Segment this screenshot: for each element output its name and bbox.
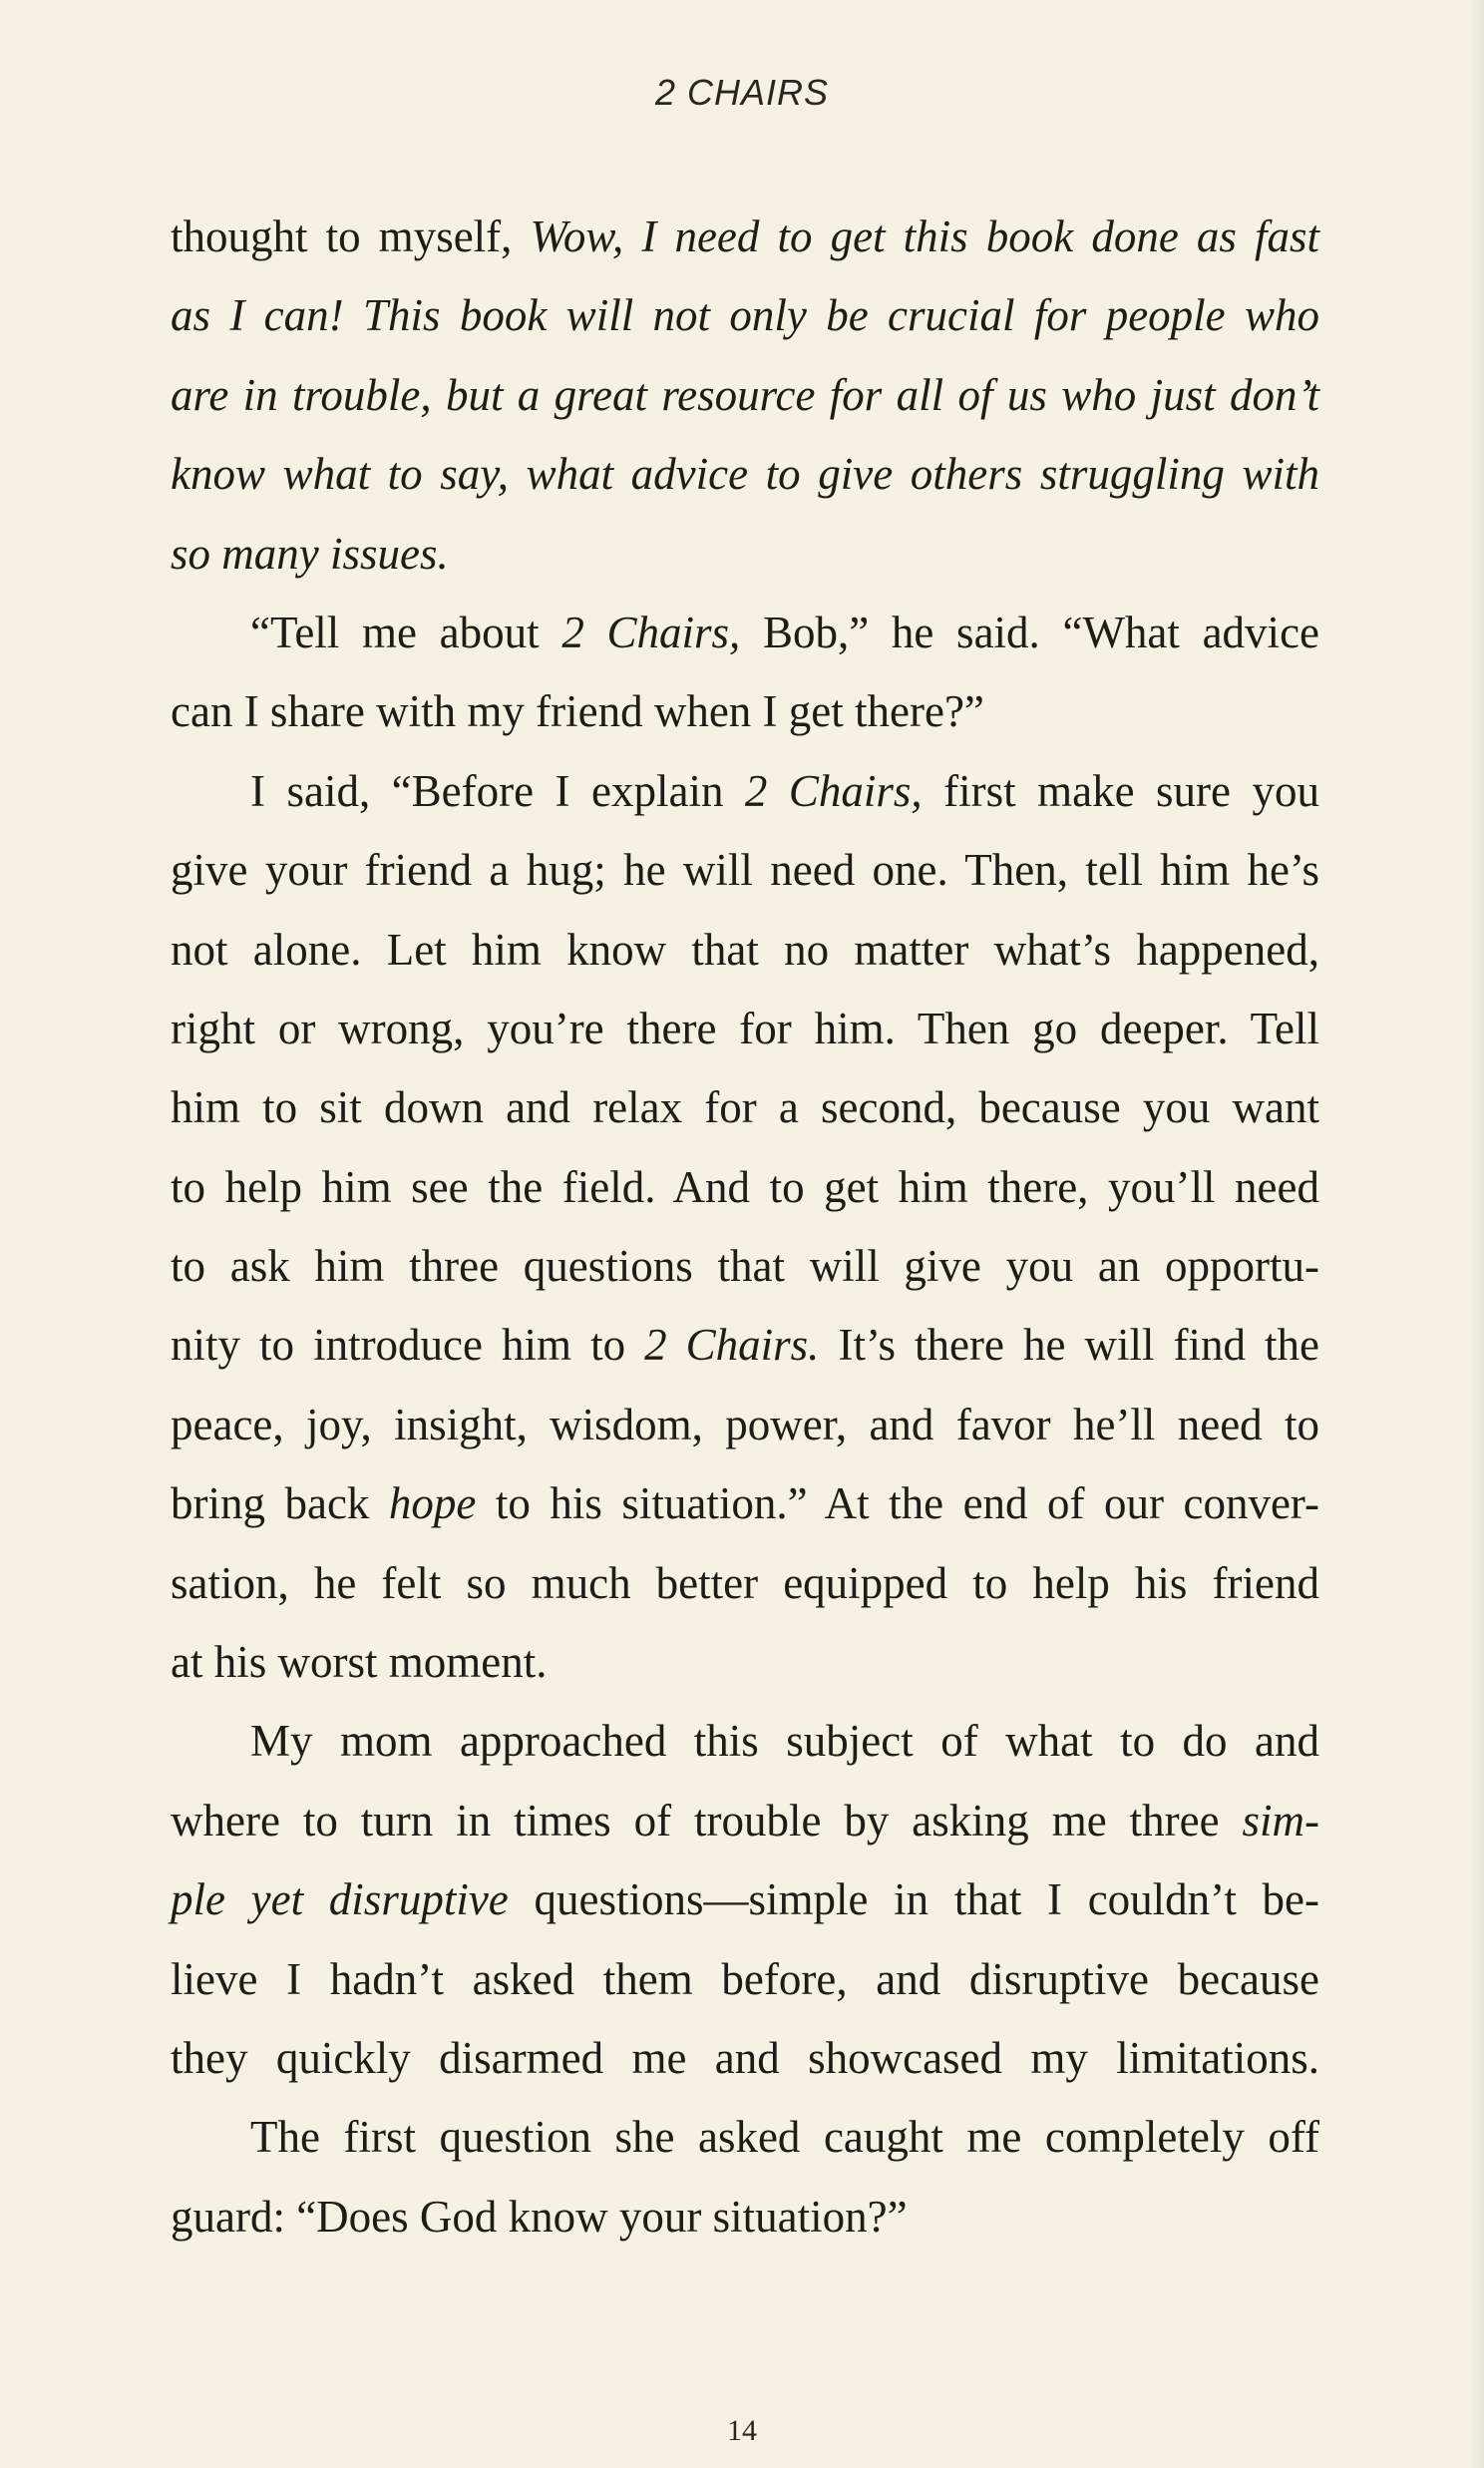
text-line <box>171 2098 1319 2177</box>
text-run: right or wrong, you’re there for him. Then go deeper. Tell <box>171 1003 1319 1053</box>
text-line <box>171 831 1319 910</box>
text-line <box>171 752 1319 831</box>
italic-text: ple yet disruptive <box>171 1874 509 1925</box>
text-line <box>171 435 1319 514</box>
text-run: sation, he felt so much better equipped to help his friend <box>171 1557 1319 1608</box>
text-run: guard: “Does God know your situation?” <box>171 2191 908 2242</box>
italic-text: as I can! This book will not only be crucial for people who <box>171 290 1319 341</box>
text-line <box>171 1782 1319 1860</box>
text-run: to his situation.” At the end of our conver- <box>476 1478 1319 1529</box>
text-line <box>171 672 1319 751</box>
text-line <box>171 1306 1319 1385</box>
text-line <box>171 1940 1319 2019</box>
running-head: 2 CHAIRS <box>654 72 830 113</box>
italic-text: hope <box>388 1478 477 1529</box>
text-run: lieve I hadn’t asked them before, and disruptive because <box>171 1953 1319 2004</box>
text-run: at his worst moment. <box>171 1637 548 1688</box>
text-run: “Tell me about <box>250 607 562 657</box>
text-run: give your friend a hug; he will need one. Then, tell him he’s <box>171 845 1319 896</box>
text-line <box>171 2178 1319 2257</box>
text-run: him to sit down and relax for a second, because you want <box>171 1082 1319 1133</box>
page-number: 14 <box>727 2414 757 2447</box>
text-run: I said, “Before I explain <box>250 765 745 816</box>
italic-text: 2 Chairs, <box>561 607 741 657</box>
text-run: questions—simple in that I couldn’t be- <box>508 1874 1319 1925</box>
text-run: The first question she asked caught me completely off <box>250 2112 1319 2163</box>
text-run: nity to introduce him to <box>171 1320 645 1371</box>
italic-text: know what to say, what advice to give others struggling with <box>171 449 1319 500</box>
body-text <box>171 198 1319 2257</box>
text-run: where to turn in times of trouble by asking me three <box>171 1795 1243 1846</box>
text-run: to help him see the field. And to get him there, you’ll need <box>171 1161 1319 1212</box>
text-line <box>171 1623 1319 1702</box>
italic-text: Wow, I need to get this book done as fast <box>530 211 1320 261</box>
text-run: Bob,” he said. “What advice <box>740 607 1320 657</box>
text-line <box>171 1702 1319 1781</box>
text-line <box>171 990 1319 1068</box>
text-run: first make sure you <box>922 765 1319 816</box>
page-edge-shadow <box>1470 0 1484 2468</box>
text-run: they quickly disarmed me and showcased my limitations. <box>171 2032 1319 2083</box>
text-run: peace, joy, insight, wisdom, power, and favor he’ll need to <box>171 1399 1319 1449</box>
text-line <box>171 276 1319 355</box>
text-line <box>171 356 1319 435</box>
text-run: can I share with my friend when I get there?” <box>171 686 984 737</box>
italic-text: 2 Chairs. <box>644 1320 820 1371</box>
text-run: bring back <box>171 1478 389 1529</box>
text-line <box>171 911 1319 990</box>
text-line <box>171 515 1319 594</box>
text-run: My mom approached this subject of what to do and <box>250 1716 1319 1767</box>
text-line <box>171 1227 1319 1306</box>
text-line <box>171 1386 1319 1464</box>
italic-text: are in trouble, but a great resource for all of us who just don’t <box>171 369 1319 420</box>
text-line <box>171 1068 1319 1147</box>
text-run: to ask him three questions that will give you an opportu- <box>171 1241 1319 1292</box>
text-line <box>171 594 1319 672</box>
text-line <box>171 1464 1319 1543</box>
text-line <box>171 1860 1319 1939</box>
text-run: It’s there he will find the <box>819 1320 1319 1371</box>
text-line <box>171 1544 1319 1623</box>
text-line <box>171 2019 1319 2098</box>
italic-text: so many issues. <box>171 528 449 579</box>
text-run: thought to myself, <box>171 211 531 261</box>
text-line <box>171 1148 1319 1227</box>
text-line <box>171 198 1319 276</box>
italic-text: sim- <box>1242 1795 1319 1846</box>
italic-text: 2 Chairs, <box>744 765 923 816</box>
text-run: not alone. Let him know that no matter what’s happened, <box>171 924 1319 975</box>
